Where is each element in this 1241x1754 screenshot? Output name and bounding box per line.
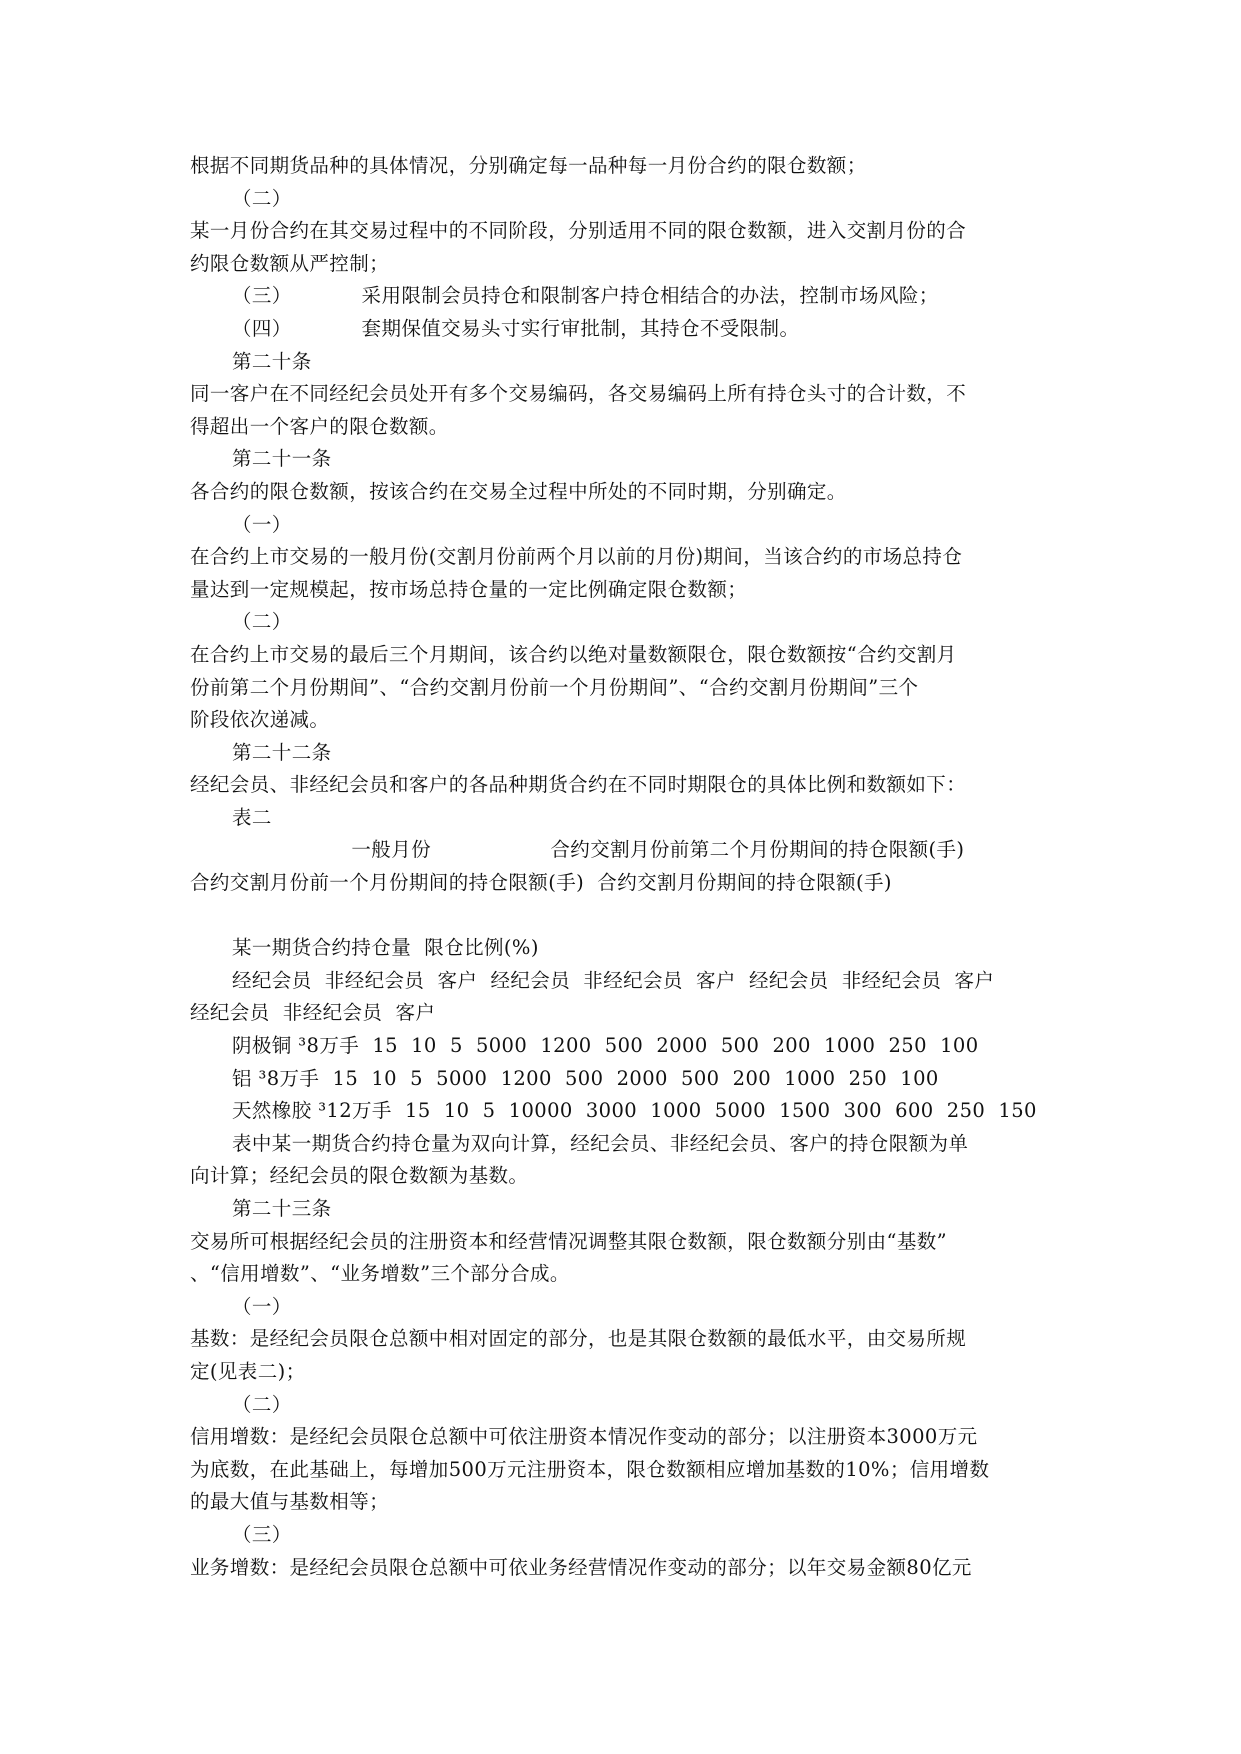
table-row: 铝 ³8万手 15 10 5 5000 1200 500 2000 500 200 1000 250 100 bbox=[232, 1066, 939, 1090]
table-header: 经纪会员 非经纪会员 客户 经纪会员 非经纪会员 客户 经纪会员 非经纪会员 客户 bbox=[232, 968, 995, 992]
item-number: （二） bbox=[232, 1392, 292, 1416]
item-number: （一） bbox=[232, 1294, 292, 1318]
text-line: 同一客户在不同经纪会员处开有多个交易编码，各交易编码上所有持仓头寸的合计数，不 bbox=[190, 382, 967, 406]
text-line: 为底数，在此基础上，每增加500万元注册资本，限仓数额相应增加基数的10%；信用增数 bbox=[190, 1457, 990, 1481]
text-line: 经纪会员、非经纪会员和客户的各品种期货合约在不同时期限仓的具体比例和数额如下： bbox=[190, 773, 967, 797]
table-row: 阴极铜 ³8万手 15 10 5 5000 1200 500 2000 500 200 1000 250 100 bbox=[232, 1034, 979, 1058]
text-line: 在合约上市交易的一般月份(交割月份前两个月以前的月份)期间，当该合约的市场总持仓 bbox=[190, 545, 963, 569]
blank-line bbox=[190, 900, 1050, 933]
text-line: 某一月份合约在其交易过程中的不同阶段，分别适用不同的限仓数额，进入交割月份的合 bbox=[190, 219, 967, 243]
text-line: 业务增数：是经纪会员限仓总额中可依业务经营情况作变动的部分；以年交易金额80亿元 bbox=[190, 1555, 972, 1579]
text-line: 约限仓数额从严控制； bbox=[190, 251, 390, 275]
article-heading: 第二十二条 bbox=[232, 740, 332, 764]
table-header: 合约交割月份前一个月份期间的持仓限额(手) 合约交割月份期间的持仓限额(手) bbox=[190, 871, 892, 895]
item-number: （二） bbox=[232, 186, 292, 210]
item-number: （一） bbox=[232, 512, 292, 536]
text-line: 得超出一个客户的限仓数额。 bbox=[190, 414, 449, 438]
text-line: 定(见表二)； bbox=[190, 1359, 306, 1383]
text-line: 阶段依次递减。 bbox=[190, 708, 330, 732]
document-page bbox=[190, 150, 1050, 1584]
item-line: （三） 采用限制会员持仓和限制客户持仓相结合的办法，控制市场风险； bbox=[232, 284, 939, 308]
item-number: （二） bbox=[232, 610, 292, 634]
text-line: 基数：是经纪会员限仓总额中相对固定的部分，也是其限仓数额的最低水平，由交易所规 bbox=[190, 1327, 967, 1351]
text-line: 量达到一定规模起，按市场总持仓量的一定比例确定限仓数额； bbox=[190, 577, 748, 601]
article-heading: 第二十条 bbox=[232, 349, 312, 373]
table-title: 表二 bbox=[232, 805, 272, 829]
table-header: 一般月份 合约交割月份前第二个月份期间的持仓限额(手) bbox=[232, 838, 965, 862]
table-header: 经纪会员 非经纪会员 客户 bbox=[190, 1001, 436, 1025]
table-row: 天然橡胶 ³12万手 15 10 5 10000 3000 1000 5000 1500 300 600 250 150 bbox=[232, 1099, 1037, 1123]
text-line: 的最大值与基数相等； bbox=[190, 1490, 390, 1514]
text-line: 份前第二个月份期间”、“合约交割月份前一个月份期间”、“合约交割月份期间”三个 bbox=[190, 675, 919, 699]
text-line: 表中某一期货合约持仓量为双向计算，经纪会员、非经纪会员、客户的持仓限额为单 bbox=[232, 1131, 969, 1155]
text-line: 向计算；经纪会员的限仓数额为基数。 bbox=[190, 1164, 529, 1188]
text-line: 根据不同期货品种的具体情况，分别确定每一品种每一月份合约的限仓数额； bbox=[190, 154, 867, 177]
text-line: 信用增数：是经纪会员限仓总额中可依注册资本情况作变动的部分；以注册资本3000万元 bbox=[190, 1425, 978, 1449]
item-line: （四） 套期保值交易头寸实行审批制，其持仓不受限制。 bbox=[232, 316, 800, 340]
article-heading: 第二十三条 bbox=[232, 1197, 332, 1220]
text-line: 在合约上市交易的最后三个月期间，该合约以绝对量数额限仓，限仓数额按“合约交割月 bbox=[190, 642, 957, 666]
text-line: 、“信用增数”、“业务增数”三个部分合成。 bbox=[190, 1262, 570, 1286]
text-line: 交易所可根据经纪会员的注册资本和经营情况调整其限仓数额，限仓数额分别由“基数” bbox=[190, 1229, 948, 1253]
item-number: （三） bbox=[232, 1522, 292, 1546]
text-line: 各合约的限仓数额，按该合约在交易全过程中所处的不同时期，分别确定。 bbox=[190, 479, 847, 503]
table-header: 某一期货合约持仓量 限仓比例(%) bbox=[232, 936, 539, 960]
article-heading: 第二十一条 bbox=[232, 447, 332, 471]
